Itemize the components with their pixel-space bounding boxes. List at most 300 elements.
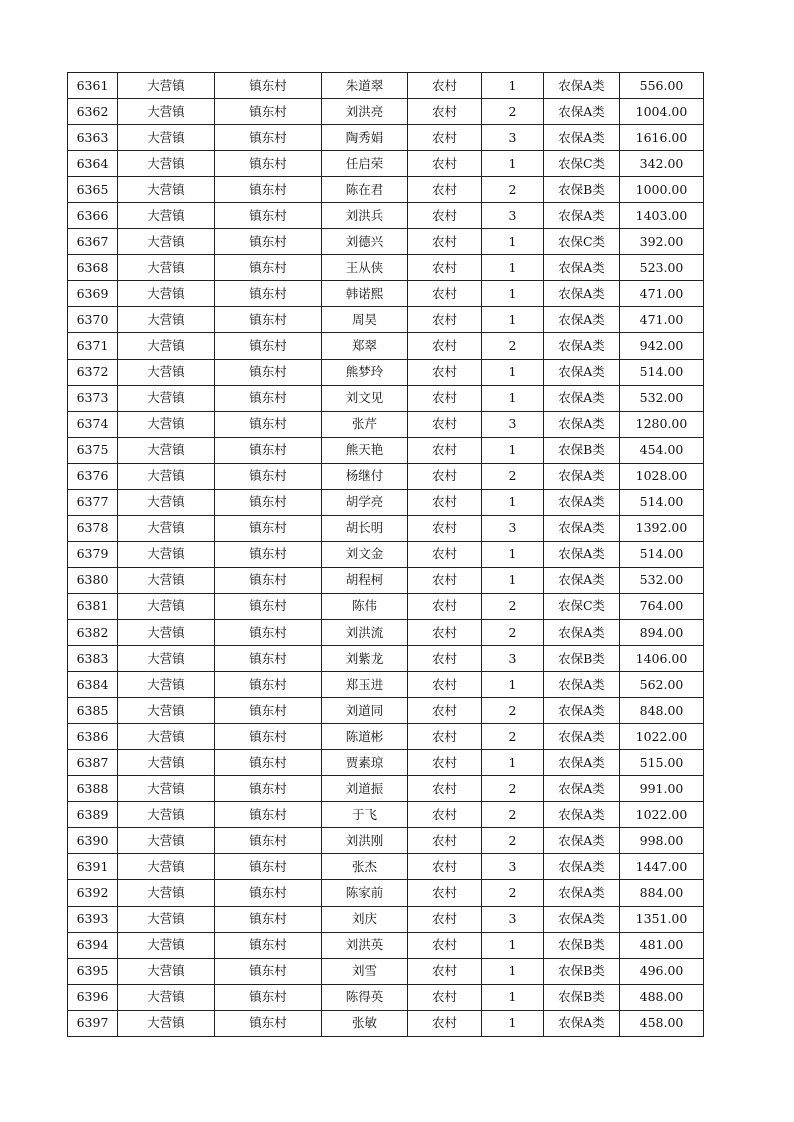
insurance-category-cell: 农保A类 (544, 125, 620, 151)
town-cell: 大营镇 (118, 255, 215, 281)
table-row (68, 307, 704, 333)
village-cell: 镇东村 (215, 802, 322, 828)
table-row (68, 750, 704, 776)
household-size-cell: 1 (482, 255, 544, 281)
town-cell: 大营镇 (118, 854, 215, 880)
household-type-cell: 农村 (408, 672, 482, 698)
row-number-cell: 6361 (68, 73, 118, 99)
amount-cell: 1406.00 (620, 646, 704, 672)
household-type-cell: 农村 (408, 411, 482, 437)
household-type-cell: 农村 (408, 281, 482, 307)
town-cell: 大营镇 (118, 281, 215, 307)
household-size-cell: 1 (482, 281, 544, 307)
household-type-cell: 农村 (408, 463, 482, 489)
table-row (68, 567, 704, 593)
household-size-cell: 1 (482, 307, 544, 333)
amount-cell: 1022.00 (620, 724, 704, 750)
household-size-cell: 3 (482, 854, 544, 880)
insurance-category-cell: 农保B类 (544, 437, 620, 463)
village-cell: 镇东村 (215, 619, 322, 645)
village-cell: 镇东村 (215, 932, 322, 958)
household-type-cell: 农村 (408, 73, 482, 99)
village-cell: 镇东村 (215, 750, 322, 776)
table-row (68, 359, 704, 385)
village-cell: 镇东村 (215, 984, 322, 1010)
insurance-category-cell: 农保A类 (544, 359, 620, 385)
row-number-cell: 6382 (68, 619, 118, 645)
village-cell: 镇东村 (215, 646, 322, 672)
row-number-cell: 6365 (68, 177, 118, 203)
insurance-category-cell: 农保A类 (544, 672, 620, 698)
table-row (68, 177, 704, 203)
village-cell: 镇东村 (215, 489, 322, 515)
insurance-category-cell: 农保C类 (544, 229, 620, 255)
village-cell: 镇东村 (215, 880, 322, 906)
town-cell: 大营镇 (118, 307, 215, 333)
table-row (68, 489, 704, 515)
household-size-cell: 3 (482, 203, 544, 229)
household-type-cell: 农村 (408, 203, 482, 229)
household-size-cell: 2 (482, 333, 544, 359)
village-cell: 镇东村 (215, 567, 322, 593)
village-cell: 镇东村 (215, 1010, 322, 1036)
amount-cell: 514.00 (620, 359, 704, 385)
amount-cell: 1403.00 (620, 203, 704, 229)
insurance-category-cell: 农保A类 (544, 724, 620, 750)
household-size-cell: 1 (482, 1010, 544, 1036)
amount-cell: 532.00 (620, 567, 704, 593)
name-cell: 郑翠 (322, 333, 408, 359)
town-cell: 大营镇 (118, 958, 215, 984)
insurance-category-cell: 农保A类 (544, 73, 620, 99)
table-row (68, 1010, 704, 1036)
insurance-category-cell: 农保A类 (544, 255, 620, 281)
household-type-cell: 农村 (408, 724, 482, 750)
insurance-category-cell: 农保B类 (544, 932, 620, 958)
table-row (68, 255, 704, 281)
household-size-cell: 2 (482, 463, 544, 489)
amount-cell: 556.00 (620, 73, 704, 99)
amount-cell: 1028.00 (620, 463, 704, 489)
row-number-cell: 6380 (68, 567, 118, 593)
village-cell: 镇东村 (215, 307, 322, 333)
insurance-category-cell: 农保B类 (544, 984, 620, 1010)
row-number-cell: 6369 (68, 281, 118, 307)
name-cell: 熊梦玲 (322, 359, 408, 385)
town-cell: 大营镇 (118, 489, 215, 515)
insurance-category-cell: 农保A类 (544, 333, 620, 359)
amount-cell: 894.00 (620, 619, 704, 645)
amount-cell: 392.00 (620, 229, 704, 255)
household-type-cell: 农村 (408, 802, 482, 828)
amount-cell: 514.00 (620, 541, 704, 567)
row-number-cell: 6394 (68, 932, 118, 958)
village-cell: 镇东村 (215, 906, 322, 932)
row-number-cell: 6397 (68, 1010, 118, 1036)
insurance-category-cell: 农保C类 (544, 151, 620, 177)
household-type-cell: 农村 (408, 906, 482, 932)
town-cell: 大营镇 (118, 776, 215, 802)
table-row (68, 203, 704, 229)
household-size-cell: 2 (482, 776, 544, 802)
row-number-cell: 6379 (68, 541, 118, 567)
town-cell: 大营镇 (118, 99, 215, 125)
insurance-category-cell: 农保A类 (544, 776, 620, 802)
name-cell: 王从侠 (322, 255, 408, 281)
amount-cell: 1000.00 (620, 177, 704, 203)
insurance-category-cell: 农保C类 (544, 593, 620, 619)
town-cell: 大营镇 (118, 359, 215, 385)
insurance-category-cell: 农保A类 (544, 281, 620, 307)
household-size-cell: 1 (482, 151, 544, 177)
village-cell: 镇东村 (215, 463, 322, 489)
town-cell: 大营镇 (118, 932, 215, 958)
insurance-category-cell: 农保A类 (544, 750, 620, 776)
name-cell: 刘洪亮 (322, 99, 408, 125)
household-size-cell: 2 (482, 177, 544, 203)
household-type-cell: 农村 (408, 1010, 482, 1036)
table-row (68, 593, 704, 619)
village-cell: 镇东村 (215, 73, 322, 99)
amount-cell: 1022.00 (620, 802, 704, 828)
household-type-cell: 农村 (408, 984, 482, 1010)
name-cell: 刘洪兵 (322, 203, 408, 229)
row-number-cell: 6389 (68, 802, 118, 828)
household-size-cell: 2 (482, 698, 544, 724)
town-cell: 大营镇 (118, 411, 215, 437)
town-cell: 大营镇 (118, 619, 215, 645)
town-cell: 大营镇 (118, 828, 215, 854)
name-cell: 刘文金 (322, 541, 408, 567)
household-size-cell: 1 (482, 229, 544, 255)
village-cell: 镇东村 (215, 177, 322, 203)
row-number-cell: 6374 (68, 411, 118, 437)
name-cell: 胡学亮 (322, 489, 408, 515)
insurance-category-cell: 农保A类 (544, 99, 620, 125)
household-size-cell: 3 (482, 646, 544, 672)
table-row (68, 281, 704, 307)
name-cell: 陈伟 (322, 593, 408, 619)
name-cell: 胡长明 (322, 515, 408, 541)
table-row (68, 125, 704, 151)
town-cell: 大营镇 (118, 515, 215, 541)
household-size-cell: 2 (482, 99, 544, 125)
amount-cell: 1616.00 (620, 125, 704, 151)
household-type-cell: 农村 (408, 151, 482, 177)
village-cell: 镇东村 (215, 151, 322, 177)
row-number-cell: 6384 (68, 672, 118, 698)
row-number-cell: 6381 (68, 593, 118, 619)
amount-cell: 342.00 (620, 151, 704, 177)
household-size-cell: 2 (482, 593, 544, 619)
town-cell: 大营镇 (118, 698, 215, 724)
name-cell: 陈得英 (322, 984, 408, 1010)
household-size-cell: 1 (482, 359, 544, 385)
household-type-cell: 农村 (408, 932, 482, 958)
household-type-cell: 农村 (408, 125, 482, 151)
amount-cell: 991.00 (620, 776, 704, 802)
table-row (68, 984, 704, 1010)
name-cell: 贾素琼 (322, 750, 408, 776)
row-number-cell: 6368 (68, 255, 118, 281)
household-type-cell: 农村 (408, 646, 482, 672)
name-cell: 于飞 (322, 802, 408, 828)
village-cell: 镇东村 (215, 255, 322, 281)
row-number-cell: 6392 (68, 880, 118, 906)
town-cell: 大营镇 (118, 541, 215, 567)
household-size-cell: 1 (482, 489, 544, 515)
household-type-cell: 农村 (408, 750, 482, 776)
name-cell: 刘庆 (322, 906, 408, 932)
table-row (68, 698, 704, 724)
household-type-cell: 农村 (408, 177, 482, 203)
household-type-cell: 农村 (408, 541, 482, 567)
household-type-cell: 农村 (408, 515, 482, 541)
household-type-cell: 农村 (408, 437, 482, 463)
village-cell: 镇东村 (215, 229, 322, 255)
name-cell: 刘紫龙 (322, 646, 408, 672)
village-cell: 镇东村 (215, 515, 322, 541)
row-number-cell: 6387 (68, 750, 118, 776)
village-cell: 镇东村 (215, 854, 322, 880)
name-cell: 张芹 (322, 411, 408, 437)
town-cell: 大营镇 (118, 73, 215, 99)
town-cell: 大营镇 (118, 437, 215, 463)
name-cell: 郑玉进 (322, 672, 408, 698)
name-cell: 陈道彬 (322, 724, 408, 750)
amount-cell: 458.00 (620, 1010, 704, 1036)
name-cell: 刘洪英 (322, 932, 408, 958)
household-type-cell: 农村 (408, 958, 482, 984)
amount-cell: 1392.00 (620, 515, 704, 541)
row-number-cell: 6396 (68, 984, 118, 1010)
village-cell: 镇东村 (215, 541, 322, 567)
household-size-cell: 1 (482, 385, 544, 411)
household-size-cell: 2 (482, 724, 544, 750)
insurance-category-cell: 农保A类 (544, 854, 620, 880)
row-number-cell: 6376 (68, 463, 118, 489)
household-size-cell: 1 (482, 750, 544, 776)
amount-cell: 514.00 (620, 489, 704, 515)
table-row (68, 99, 704, 125)
name-cell: 刘道振 (322, 776, 408, 802)
household-type-cell: 农村 (408, 307, 482, 333)
household-size-cell: 1 (482, 437, 544, 463)
household-size-cell: 1 (482, 984, 544, 1010)
amount-cell: 515.00 (620, 750, 704, 776)
table-row (68, 385, 704, 411)
household-size-cell: 3 (482, 515, 544, 541)
insurance-category-cell: 农保A类 (544, 515, 620, 541)
town-cell: 大营镇 (118, 1010, 215, 1036)
name-cell: 刘德兴 (322, 229, 408, 255)
row-number-cell: 6366 (68, 203, 118, 229)
village-cell: 镇东村 (215, 672, 322, 698)
household-size-cell: 2 (482, 880, 544, 906)
row-number-cell: 6367 (68, 229, 118, 255)
town-cell: 大营镇 (118, 750, 215, 776)
amount-cell: 1004.00 (620, 99, 704, 125)
insurance-category-cell: 农保A类 (544, 619, 620, 645)
town-cell: 大营镇 (118, 385, 215, 411)
household-type-cell: 农村 (408, 567, 482, 593)
row-number-cell: 6375 (68, 437, 118, 463)
amount-cell: 532.00 (620, 385, 704, 411)
amount-cell: 454.00 (620, 437, 704, 463)
amount-cell: 942.00 (620, 333, 704, 359)
household-type-cell: 农村 (408, 593, 482, 619)
name-cell: 陈在君 (322, 177, 408, 203)
amount-cell: 481.00 (620, 932, 704, 958)
table-body (68, 73, 704, 1037)
insurance-category-cell: 农保B类 (544, 958, 620, 984)
row-number-cell: 6362 (68, 99, 118, 125)
household-size-cell: 1 (482, 932, 544, 958)
household-type-cell: 农村 (408, 255, 482, 281)
row-number-cell: 6372 (68, 359, 118, 385)
town-cell: 大营镇 (118, 880, 215, 906)
amount-cell: 471.00 (620, 281, 704, 307)
row-number-cell: 6391 (68, 854, 118, 880)
row-number-cell: 6393 (68, 906, 118, 932)
table-row (68, 776, 704, 802)
household-size-cell: 3 (482, 125, 544, 151)
town-cell: 大营镇 (118, 724, 215, 750)
town-cell: 大营镇 (118, 177, 215, 203)
amount-cell: 471.00 (620, 307, 704, 333)
insurance-category-cell: 农保A类 (544, 411, 620, 437)
table-row (68, 151, 704, 177)
household-type-cell: 农村 (408, 619, 482, 645)
name-cell: 刘文见 (322, 385, 408, 411)
table-row (68, 906, 704, 932)
household-type-cell: 农村 (408, 776, 482, 802)
town-cell: 大营镇 (118, 802, 215, 828)
amount-cell: 764.00 (620, 593, 704, 619)
row-number-cell: 6390 (68, 828, 118, 854)
row-number-cell: 6377 (68, 489, 118, 515)
town-cell: 大营镇 (118, 229, 215, 255)
insurance-category-cell: 农保A类 (544, 307, 620, 333)
name-cell: 陈家前 (322, 880, 408, 906)
table-row (68, 958, 704, 984)
village-cell: 镇东村 (215, 359, 322, 385)
table-row (68, 463, 704, 489)
name-cell: 张敏 (322, 1010, 408, 1036)
village-cell: 镇东村 (215, 203, 322, 229)
name-cell: 刘洪刚 (322, 828, 408, 854)
name-cell: 张杰 (322, 854, 408, 880)
amount-cell: 523.00 (620, 255, 704, 281)
row-number-cell: 6370 (68, 307, 118, 333)
household-size-cell: 1 (482, 567, 544, 593)
table-row (68, 672, 704, 698)
household-size-cell: 1 (482, 73, 544, 99)
insurance-category-cell: 农保B类 (544, 177, 620, 203)
table-row (68, 619, 704, 645)
table-row (68, 333, 704, 359)
village-cell: 镇东村 (215, 776, 322, 802)
amount-cell: 848.00 (620, 698, 704, 724)
town-cell: 大营镇 (118, 151, 215, 177)
table-row (68, 880, 704, 906)
insurance-category-cell: 农保A类 (544, 203, 620, 229)
village-cell: 镇东村 (215, 698, 322, 724)
household-size-cell: 3 (482, 411, 544, 437)
table-row (68, 802, 704, 828)
amount-cell: 488.00 (620, 984, 704, 1010)
town-cell: 大营镇 (118, 906, 215, 932)
household-type-cell: 农村 (408, 828, 482, 854)
insurance-category-cell: 农保A类 (544, 1010, 620, 1036)
name-cell: 韩诺熙 (322, 281, 408, 307)
row-number-cell: 6386 (68, 724, 118, 750)
amount-cell: 1280.00 (620, 411, 704, 437)
household-type-cell: 农村 (408, 880, 482, 906)
household-type-cell: 农村 (408, 489, 482, 515)
row-number-cell: 6364 (68, 151, 118, 177)
town-cell: 大营镇 (118, 984, 215, 1010)
row-number-cell: 6378 (68, 515, 118, 541)
town-cell: 大营镇 (118, 203, 215, 229)
household-size-cell: 2 (482, 619, 544, 645)
household-type-cell: 农村 (408, 99, 482, 125)
village-cell: 镇东村 (215, 828, 322, 854)
town-cell: 大营镇 (118, 125, 215, 151)
amount-cell: 884.00 (620, 880, 704, 906)
household-type-cell: 农村 (408, 359, 482, 385)
insurance-category-cell: 农保A类 (544, 541, 620, 567)
amount-cell: 1351.00 (620, 906, 704, 932)
village-cell: 镇东村 (215, 385, 322, 411)
row-number-cell: 6383 (68, 646, 118, 672)
table-row (68, 437, 704, 463)
name-cell: 刘洪流 (322, 619, 408, 645)
row-number-cell: 6371 (68, 333, 118, 359)
town-cell: 大营镇 (118, 593, 215, 619)
household-type-cell: 农村 (408, 385, 482, 411)
village-cell: 镇东村 (215, 437, 322, 463)
village-cell: 镇东村 (215, 281, 322, 307)
village-cell: 镇东村 (215, 411, 322, 437)
amount-cell: 1447.00 (620, 854, 704, 880)
village-cell: 镇东村 (215, 333, 322, 359)
name-cell: 刘道同 (322, 698, 408, 724)
row-number-cell: 6388 (68, 776, 118, 802)
insurance-category-cell: 农保A类 (544, 489, 620, 515)
amount-cell: 562.00 (620, 672, 704, 698)
name-cell: 陶秀娟 (322, 125, 408, 151)
name-cell: 任启荣 (322, 151, 408, 177)
name-cell: 熊天艳 (322, 437, 408, 463)
table-row (68, 411, 704, 437)
benefit-table (67, 72, 704, 1037)
insurance-category-cell: 农保A类 (544, 802, 620, 828)
household-type-cell: 农村 (408, 854, 482, 880)
table-row (68, 854, 704, 880)
household-size-cell: 2 (482, 802, 544, 828)
village-cell: 镇东村 (215, 958, 322, 984)
village-cell: 镇东村 (215, 724, 322, 750)
household-size-cell: 1 (482, 958, 544, 984)
household-size-cell: 1 (482, 541, 544, 567)
insurance-category-cell: 农保B类 (544, 646, 620, 672)
name-cell: 朱道翠 (322, 73, 408, 99)
table-row (68, 73, 704, 99)
row-number-cell: 6363 (68, 125, 118, 151)
village-cell: 镇东村 (215, 99, 322, 125)
name-cell: 周昊 (322, 307, 408, 333)
